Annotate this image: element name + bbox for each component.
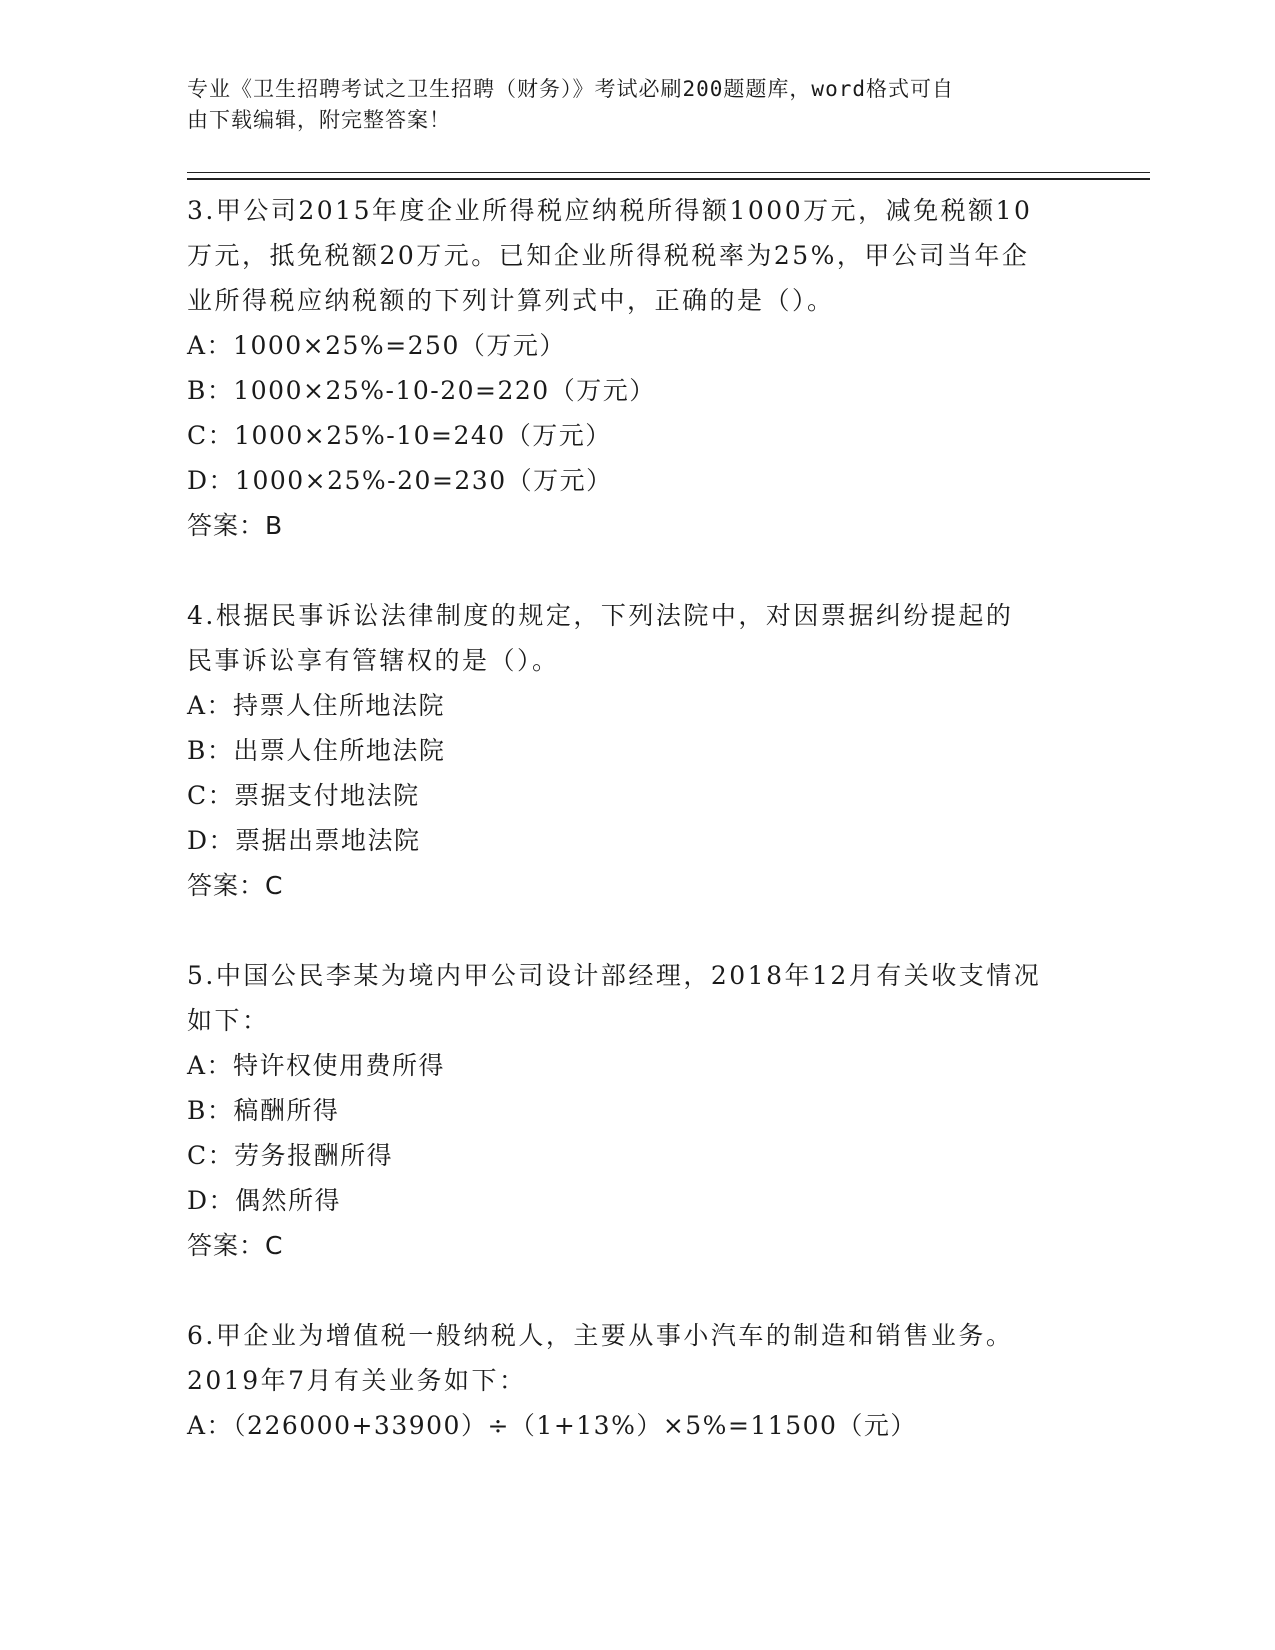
option-c: C：劳务报酬所得 xyxy=(187,1141,394,1170)
option-a: A：1000×25%=250（万元） xyxy=(187,331,566,360)
document-header xyxy=(187,74,1087,136)
answer: 答案：B xyxy=(187,511,284,540)
option-c: C：票据支付地法院 xyxy=(187,781,420,810)
question-text-line: 民事诉讼享有管辖权的是（）。 xyxy=(187,646,560,675)
option-d: D：1000×25%-20=230（万元） xyxy=(187,466,613,495)
option-a: A：（226000+33900）÷（1+13%）×5%=11500（元） xyxy=(187,1411,917,1440)
question-text-line: 如下： xyxy=(187,1006,270,1035)
answer: 答案：C xyxy=(187,1231,284,1260)
header-divider-thin xyxy=(187,172,1150,173)
question-3 xyxy=(187,188,1087,548)
question-text-line: 3.甲公司2015年度企业所得税应纳税所得额1000万元，减免税额10 xyxy=(187,196,1033,225)
question-text-line: 6.甲企业为增值税一般纳税人，主要从事小汽车的制造和销售业务。 xyxy=(187,1321,1014,1350)
question-5 xyxy=(187,953,1087,1268)
option-a: A：特许权使用费所得 xyxy=(187,1051,446,1080)
question-text-line: 4.根据民事诉讼法律制度的规定，下列法院中，对因票据纠纷提起的 xyxy=(187,601,1014,630)
question-text-line: 5.中国公民李某为境内甲公司设计部经理，2018年12月有关收支情况 xyxy=(187,961,1042,990)
option-b: B：1000×25%-10-20=220（万元） xyxy=(187,376,656,405)
option-b: B：出票人住所地法院 xyxy=(187,736,446,765)
question-4 xyxy=(187,593,1087,908)
question-6 xyxy=(187,1313,1087,1448)
question-text-line: 业所得税应纳税额的下列计算列式中，正确的是（）。 xyxy=(187,286,835,315)
option-a: A：持票人住所地法院 xyxy=(187,691,446,720)
question-text-line: 万元，抵免税额20万元。已知企业所得税税率为25%，甲公司当年企 xyxy=(187,241,1030,270)
header-line-1: 专业《卫生招聘考试之卫生招聘（财务）》考试必刷200题题库，word格式可自 xyxy=(187,77,954,101)
option-c: C：1000×25%-10=240（万元） xyxy=(187,421,612,450)
option-d: D：票据出票地法院 xyxy=(187,826,421,855)
answer: 答案：C xyxy=(187,871,284,900)
question-text-line: 2019年7月有关业务如下： xyxy=(187,1366,527,1395)
header-line-2: 由下载编辑，附完整答案！ xyxy=(187,108,451,132)
header-divider-thick xyxy=(187,178,1150,180)
option-d: D：偶然所得 xyxy=(187,1186,342,1215)
option-b: B：稿酬所得 xyxy=(187,1096,340,1125)
question-list xyxy=(187,188,1087,1493)
